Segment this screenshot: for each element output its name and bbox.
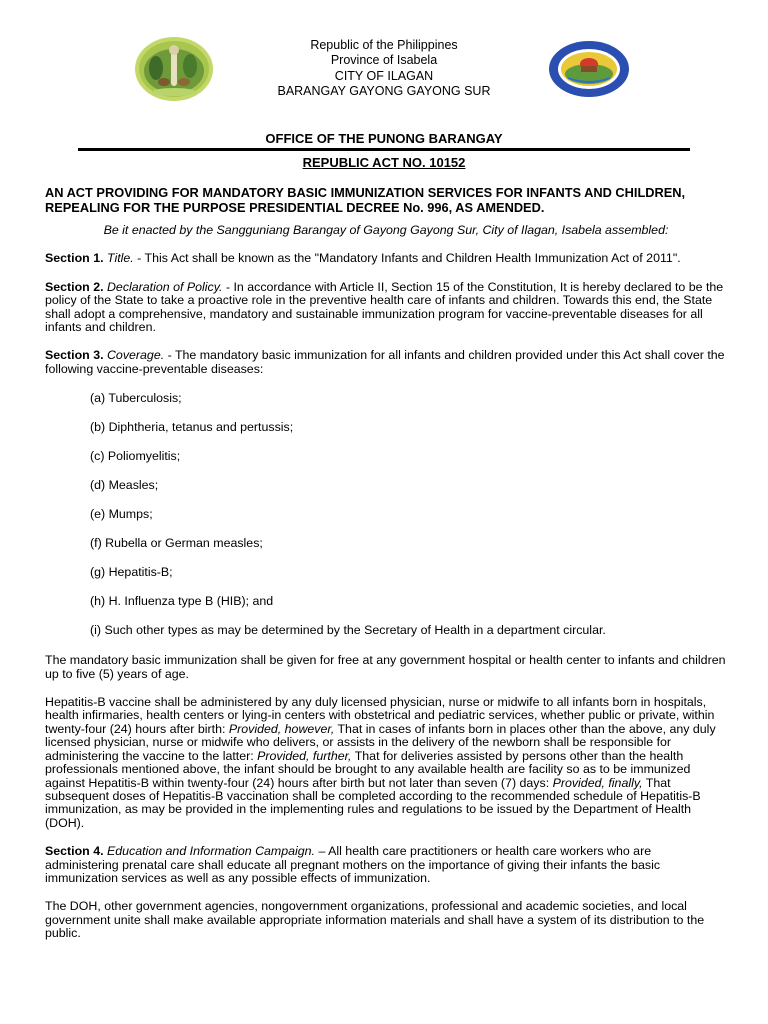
letterhead <box>200 38 568 99</box>
paragraph-text: That in cases of infants born in places other than the above, any duly licensed physician, nurse or midwife who delivers, or assists in the delivery of the newborn shall be responsible for administering the vaccine to the latter: <box>45 721 716 763</box>
header-province: Province of Isabela <box>330 53 438 68</box>
header-divider <box>78 148 690 151</box>
section-label: Section 4. <box>45 844 104 859</box>
list-item: (h) H. Influenza type B (HIB); and <box>90 593 274 608</box>
proviso: Provided, further, <box>257 748 352 763</box>
act-title: AN ACT PROVIDING FOR MANDATORY BASIC IMMUNIZATION SERVICES FOR INFANTS AND CHILDREN, REPEALING FOR THE PURPOSE PRESIDENTIAL DECREE No. 996, AS AMENDED. <box>45 185 686 215</box>
list-item: (c) Poliomyelitis; <box>90 448 181 463</box>
section-heading: Title. <box>106 251 134 266</box>
list-item: (g) Hepatitis-B; <box>90 564 173 579</box>
paragraph-text: Hepatitis-B vaccine shall be administered by any duly licensed physician, nurse or midwife to all infants born in hospitals, health infirmaries, health centers or lying-in centers with obstetrical and pediatric services, whether public or private, within twenty-four (24) hours after birth: <box>45 695 715 736</box>
header-city: CITY OF ILAGAN <box>334 68 434 83</box>
section-text: - This Act shall be known as the "Mandatory Infants and Children Health Immunization Act of 2011". <box>133 251 681 266</box>
free-immunization-paragraph: The mandatory basic immunization shall be given for free at any government hospital or health center to infants and children up to five (5) years of age. <box>45 653 726 681</box>
section-text: - The mandatory basic immunization for all infants and children provided under this Act shall cover the following vaccine-preventable diseases: <box>45 348 725 376</box>
paragraph-text: That for deliveries assisted by persons other than the health professionals mentioned above, the infant should be brought to any available health are facility so as to be immunized against Hepatitis-B within twenty-four (24) hours after birth but not later than seven (7) days: <box>45 748 691 790</box>
hepatitis-b-paragraph <box>45 696 727 830</box>
header-barangay: BARANGAY GAYONG GAYONG SUR <box>277 83 491 98</box>
proviso: Provided, finally, <box>552 775 643 790</box>
section-text: – All health care practitioners or health care workers who are administering prenatal care shall educate all pregnant mothers on the importance of giving their infants the basic immunization services as well as any possible effects of immunization. <box>45 844 661 885</box>
section-heading: Coverage. <box>106 348 165 363</box>
section-label: Section 1. <box>45 251 104 266</box>
section-heading: Education and Information Campaign. <box>106 844 315 859</box>
list-item: (d) Measles; <box>90 477 159 492</box>
doh-paragraph: The DOH, other government agencies, nongovernment organizations, professional and academic societies, and local government unite shall make available appropriate information materials and shall have a system of its distribution to the public. <box>45 899 705 941</box>
list-item: (f) Rubella or German measles; <box>90 535 263 550</box>
act-number: REPUBLIC ACT NO. 10152 <box>302 155 466 170</box>
header-country: Republic of the Philippines <box>310 38 458 52</box>
list-item: (b) Diphtheria, tetanus and pertussis; <box>90 419 294 434</box>
enacting-clause: Be it enacted by the Sangguniang Barangay of Gayong Gayong Sur, City of Ilagan, Isabela assembled: <box>103 223 669 237</box>
document-body <box>45 186 727 956</box>
section-heading: Declaration of Policy. <box>106 279 223 294</box>
office-heading: OFFICE OF THE PUNONG BARANGAY <box>265 131 503 146</box>
section-4 <box>45 845 727 885</box>
list-item: (i) Such other types as may be determined by the Secretary of Health in a department circular. <box>90 622 606 637</box>
paragraph-text: That subsequent doses of Hepatitis-B vaccination shall be completed according to the recommended schedule of Hepatitis-B immunization, as may be provided in the implementing rules and regulations to be issued by the Department of Health (DOH). <box>45 775 701 830</box>
section-label: Section 3. <box>45 348 104 363</box>
section-label: Section 2. <box>45 279 104 294</box>
list-item: (e) Mumps; <box>90 506 153 521</box>
proviso: Provided, however, <box>228 721 335 736</box>
city-of-ilagan-seal-logo <box>548 40 630 98</box>
section-3 <box>45 349 727 376</box>
section-1 <box>45 252 727 265</box>
section-text: - In accordance with Article II, Section 15 of the Constitution, It is hereby declared to be the policy of the State to take a proactive role in the preventive health care of infants and children. Towards this end, the State shall adopt a comprehensive, mandatory and sustainable immunization program for vaccine-preventable diseases for all infants and children. <box>45 279 724 335</box>
section-2 <box>45 281 727 335</box>
list-item: (a) Tuberculosis; <box>90 390 182 405</box>
